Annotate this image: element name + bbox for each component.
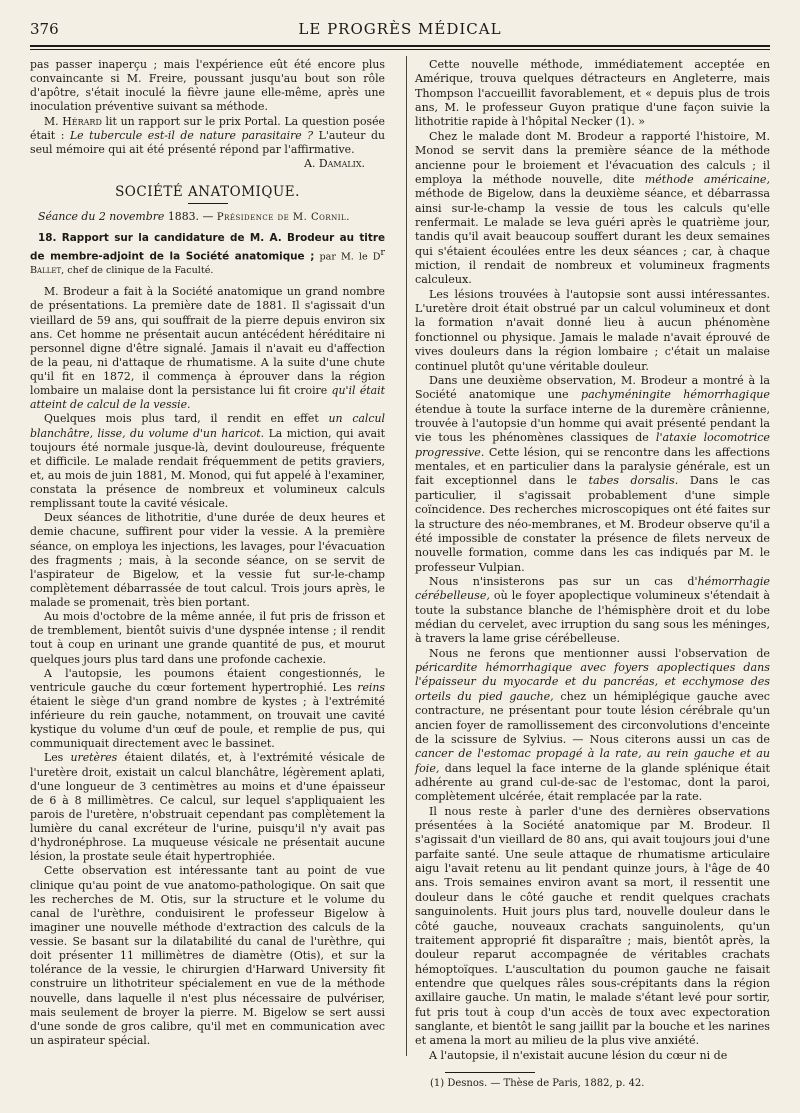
paragraph: Chez le malade dont M. Brodeur a rapporté l'histoire, M. Monod se servit dans la première séance de la méthode ancienne pour le broiement et l'évacuation des calculs ; il employa la méthode nouvelle, dite méthode américaine, méthode de Bigelow, dans la deuxième séance, et débarrassa ainsi sur-le-champ la vessie de tous les calculs qu'elle renfermait. Le malade se leva guéri après le quatrième jour, tandis qu'il avait beaucoup souffert durant les deux semaines qui s'étaient écoulées entre les deux séances ; car, à chaque miction, il rendait de nombreux et volumineux fragments calculeux. [415,129,770,287]
report-heading: 18. Rapport sur la candidature de M. A. Brodeur au titre de membre-adjoint de la Société anatomique ; par M. le $D^r$ Ballet, chef de clinique de la Faculté. [30,232,385,276]
paragraph: A l'autopsie, les poumons étaient congestionnés, le ventricule gauche du cœur fortement hypertrophié. Les reins étaient le siège d'un grand nombre de kystes ; à l'extrémité inférieure du rein gauche, notamment, on trouvait une cavité kystique du volume d'un œuf de poule, et remplie de pus, qui communiquait directement avec le bassinet. [30,666,385,751]
section-title: SOCIÉTÉ ANATOMIQUE. [30,185,385,204]
right-column [415,58,770,1063]
paragraph: Les uretères étaient dilatés, et, à l'extrémité vésicale de l'uretère droit, existait un calcul blanchâtre, légèrement aplati, d'une longueur de 3 centimètres au moins et d'une épaisseur de 6 à 8 millimètres. Ce calcul, sur lequel s'appliquaient les parois de l'uretère, n'obstruait cependant pas complètement la lumière du canal excréteur de l'urine, puisqu'il n'y avait pas d'hydronéphrose. La muqueuse vésicale ne présentait aucune lésion, la prostate seule était hypertrophiée. [30,751,385,864]
column-divider [406,56,407,1056]
footnote-rule [445,1072,535,1073]
header-rule-thick [30,45,770,47]
paragraph: Cette observation est intéressante tant au point de vue clinique qu'au point de vue anatomo-pathologique. On sait que les recherches de M. Otis, sur la structure et le volume du canal de l'urèthre, conduisirent le professeur Bigelow à imaginer une nouvelle méthode d'extraction des calculs de la vessie. Se basant sur la dilatabilité du canal de l'urèthre, qui doit présenter 11 millimètres de diamètre (Otis), et sur la tolérance de la vessie, le chirurgien d'Harward University fit construire un lithotriteur spécialement en vue de la méthode nouvelle, dans laquelle il n'est plus nécessaire de pulvériser, mais seulement de broyer la pierre. M. Bigelow se sert aussi d'une sonde de gros calibre, qu'il met en communication avec un aspirateur spécial. [30,864,385,1047]
paragraph: A l'autopsie, il n'existait aucune lésion du cœur ni de [429,1048,728,1062]
paragraph: Deux séances de lithotritie, d'une durée de deux heures et demie chacune, suffirent pour vider la vessie. A la première séance, on employa les injections, les lavages, pour l'évacuation des fragments ; mais, à la seconde séance, on se servit de l'aspirateur de Bigelow, et la vessie fut sur-le-champ complètement débarrassée de tout calcul. Trois jours après, le malade se promenait, très bien portant. [30,511,385,610]
paragraph: Cette nouvelle méthode, immédiatement acceptée en Amérique, trouva quelques détracteurs en Angleterre, mais Thompson l'accueillit favorablement, et « depuis plus de trois ans, M. le professeur Guyon pratique d'une façon suivie la lithotritie rapide à l'hôpital Necker (1). » [415,58,770,129]
left-column [30,58,385,1048]
person-name: Hérard [62,114,102,128]
author-signature: A. Damalix. [304,156,365,170]
paragraph: Il nous reste à parler d'une des dernières observations présentées à la Société anatomique par M. Brodeur. Il s'agissait d'un vieillard de 80 ans, qui avait toujours joui d'une parfaite santé. Une seule attaque de rhumatisme articulaire aigu l'avait retenu au lit pendant quinze jours, à l'âge de 40 ans. Trois semaines environ avant sa mort, il ressentit une douleur dans le côté gauche et rendit quelques crachats sanguinolents. Huit jours plus tard, nouvelle douleur dans le côté gauche, nouveaux crachats sanguinolents, qu'un traitement approprié fit disparaître ; mais, bientôt après, la douleur reparut accompagnée de véritables crachats hémoptoïques. L'auscultation du poumon gauche ne faisait entendre que quelques râles sous-crépitants dans la région axillaire gauche. Un matin, le malade s'étant levé pour sortir, fut pris tout à coup d'un accès de toux avec expectoration sanglante, et bientôt le sang jaillit par la bouche et les narines et amena la mort au milieu de la plus vive anxiété. [415,804,770,1048]
paragraph: Dans une deuxième observation, M. Brodeur a montré à la Société anatomique une pachyméningite hémorrhagique étendue à toute la surface interne de la duremère crânienne, trouvée à l'autopsie d'un homme qui avait présenté pendant la vie tous les phénomènes classiques de l'ataxie locomotrice progressive. Cette lésion, qui se rencontre dans les affections mentales, et en particulier dans la paralysie générale, est un fait exceptionnel dans le tabes dorsalis. Dans le cas particulier, il s'agissait probablement d'une simple coïncidence. Des recherches microscopiques ont été faites sur la structure des néo-membranes, et M. Brodeur observe qu'il a été impossible de constater la présence de filets nerveux de nouvelle formation, comme dans les cas indiqués par M. le professeur Vulpian. [415,373,771,574]
footnote: (1) Desnos. — Thèse de Paris, 1882, p. 42. [430,1078,645,1089]
paragraph: Quelques mois plus tard, il rendit en effet un calcul blanchâtre, lisse, du volume d'un haricot. La miction, qui avait toujours été normale jusque-là, devint douloureuse, fréquente et difficile. Le malade rendait fréquemment de petits graviers, et, au mois de juin 1881, M. Monod, qui fut appelé à l'examiner, constata la présence de nombreux et volumineux calculs remplissant toute la cavité vésicale. [30,412,385,511]
header-rule-thin [30,49,770,50]
paragraph: M. Brodeur a fait à la Société anatomique un grand nombre de présentations. La première date de 1881. Il s'agissait d'un vieillard de 59 ans, qui souffrait de la pierre depuis environ six ans. Cet homme ne présentait aucun antécédent héréditaire ni personnel digne d'être signalé. Jamais il n'avait eu d'affection de la peau, ni d'attaque de rhumatisme. A la suite d'une chute qu'il fit en 1872, il commença à éprouver dans la région lombaire un malaise dont la persistance lui fit croire qu'il était atteint de calcul de la vessie. [30,285,386,412]
paragraph: pas passer inaperçu ; mais l'expérience eût été encore plus convaincante si M. Freire, poussant jusqu'au bout son rôle d'apôtre, s'était inoculé la fièvre jaune elle-même, après une inoculation préventive suivant sa méthode. [30,58,385,114]
paragraph: M. Hérard lit un rapport sur le prix Portal. La question posée était : Le tubercule est-il de nature parasitaire ? L'auteur du seul mémoire qui ait été présenté répond par l'affirmative. [30,114,385,156]
paragraph: Nous ne ferons que mentionner aussi l'observation de péricardite hémorrhagique avec foyers apoplectiques dans l'épaisseur du myocarde et du pancréas, et ecchymose des orteils du pied gauche, chez un hémiplégique gauche avec contracture, ne présentant pour toute lésion cérébrale qu'un ancien foyer de ramollissement des circonvolutions d'enceinte de la scissure de Sylvius. — Nous citerons aussi un cas de cancer de l'estomac propagé à la rate, au rein gauche et au foie, dans lequel la face interne de la glande splénique était adhérente au grand cul-de-sac de l'estomac, dont la paroi, complètement ulcérée, était remplacée par la rate. [415,646,770,804]
paragraph: Nous n'insisterons pas sur un cas d'hémorrhagie cérébelleuse, où le foyer apoplectique volumineux s'étendait à toute la substance blanche de l'hémisphère droit et du lobe médian du cervelet, avec irruption du sang sous les méninges, à travers la lame grise cérébelleuse. [415,574,770,646]
page-header [30,20,770,44]
journal-title: LE PROGRÈS MÉDICAL [298,20,502,38]
paragraph: Les lésions trouvées à l'autopsie sont aussi intéressantes. L'uretère droit était obstrué par un calcul volumineux et dont la formation n'avait donné lieu à aucun phénomène fonctionnel ou physique. Jamais le malade n'avait éprouvé de vives douleurs dans la région lombaire ; c'était un malaise continuel plutôt qu'une véritable douleur. [415,287,770,373]
page-number: 376 [30,20,59,38]
session-line: Séance du 2 novembre 1883. — Présidence de M. Cornil. [38,210,350,224]
paragraph: Au mois d'octobre de la même année, il fut pris de frisson et de tremblement, bientôt suivis d'une dyspnée intense ; il rendit tout à coup en urinant une grande quantité de pus, et mourut quelques jours plus tard dans une profonde cachexie. [30,610,385,666]
